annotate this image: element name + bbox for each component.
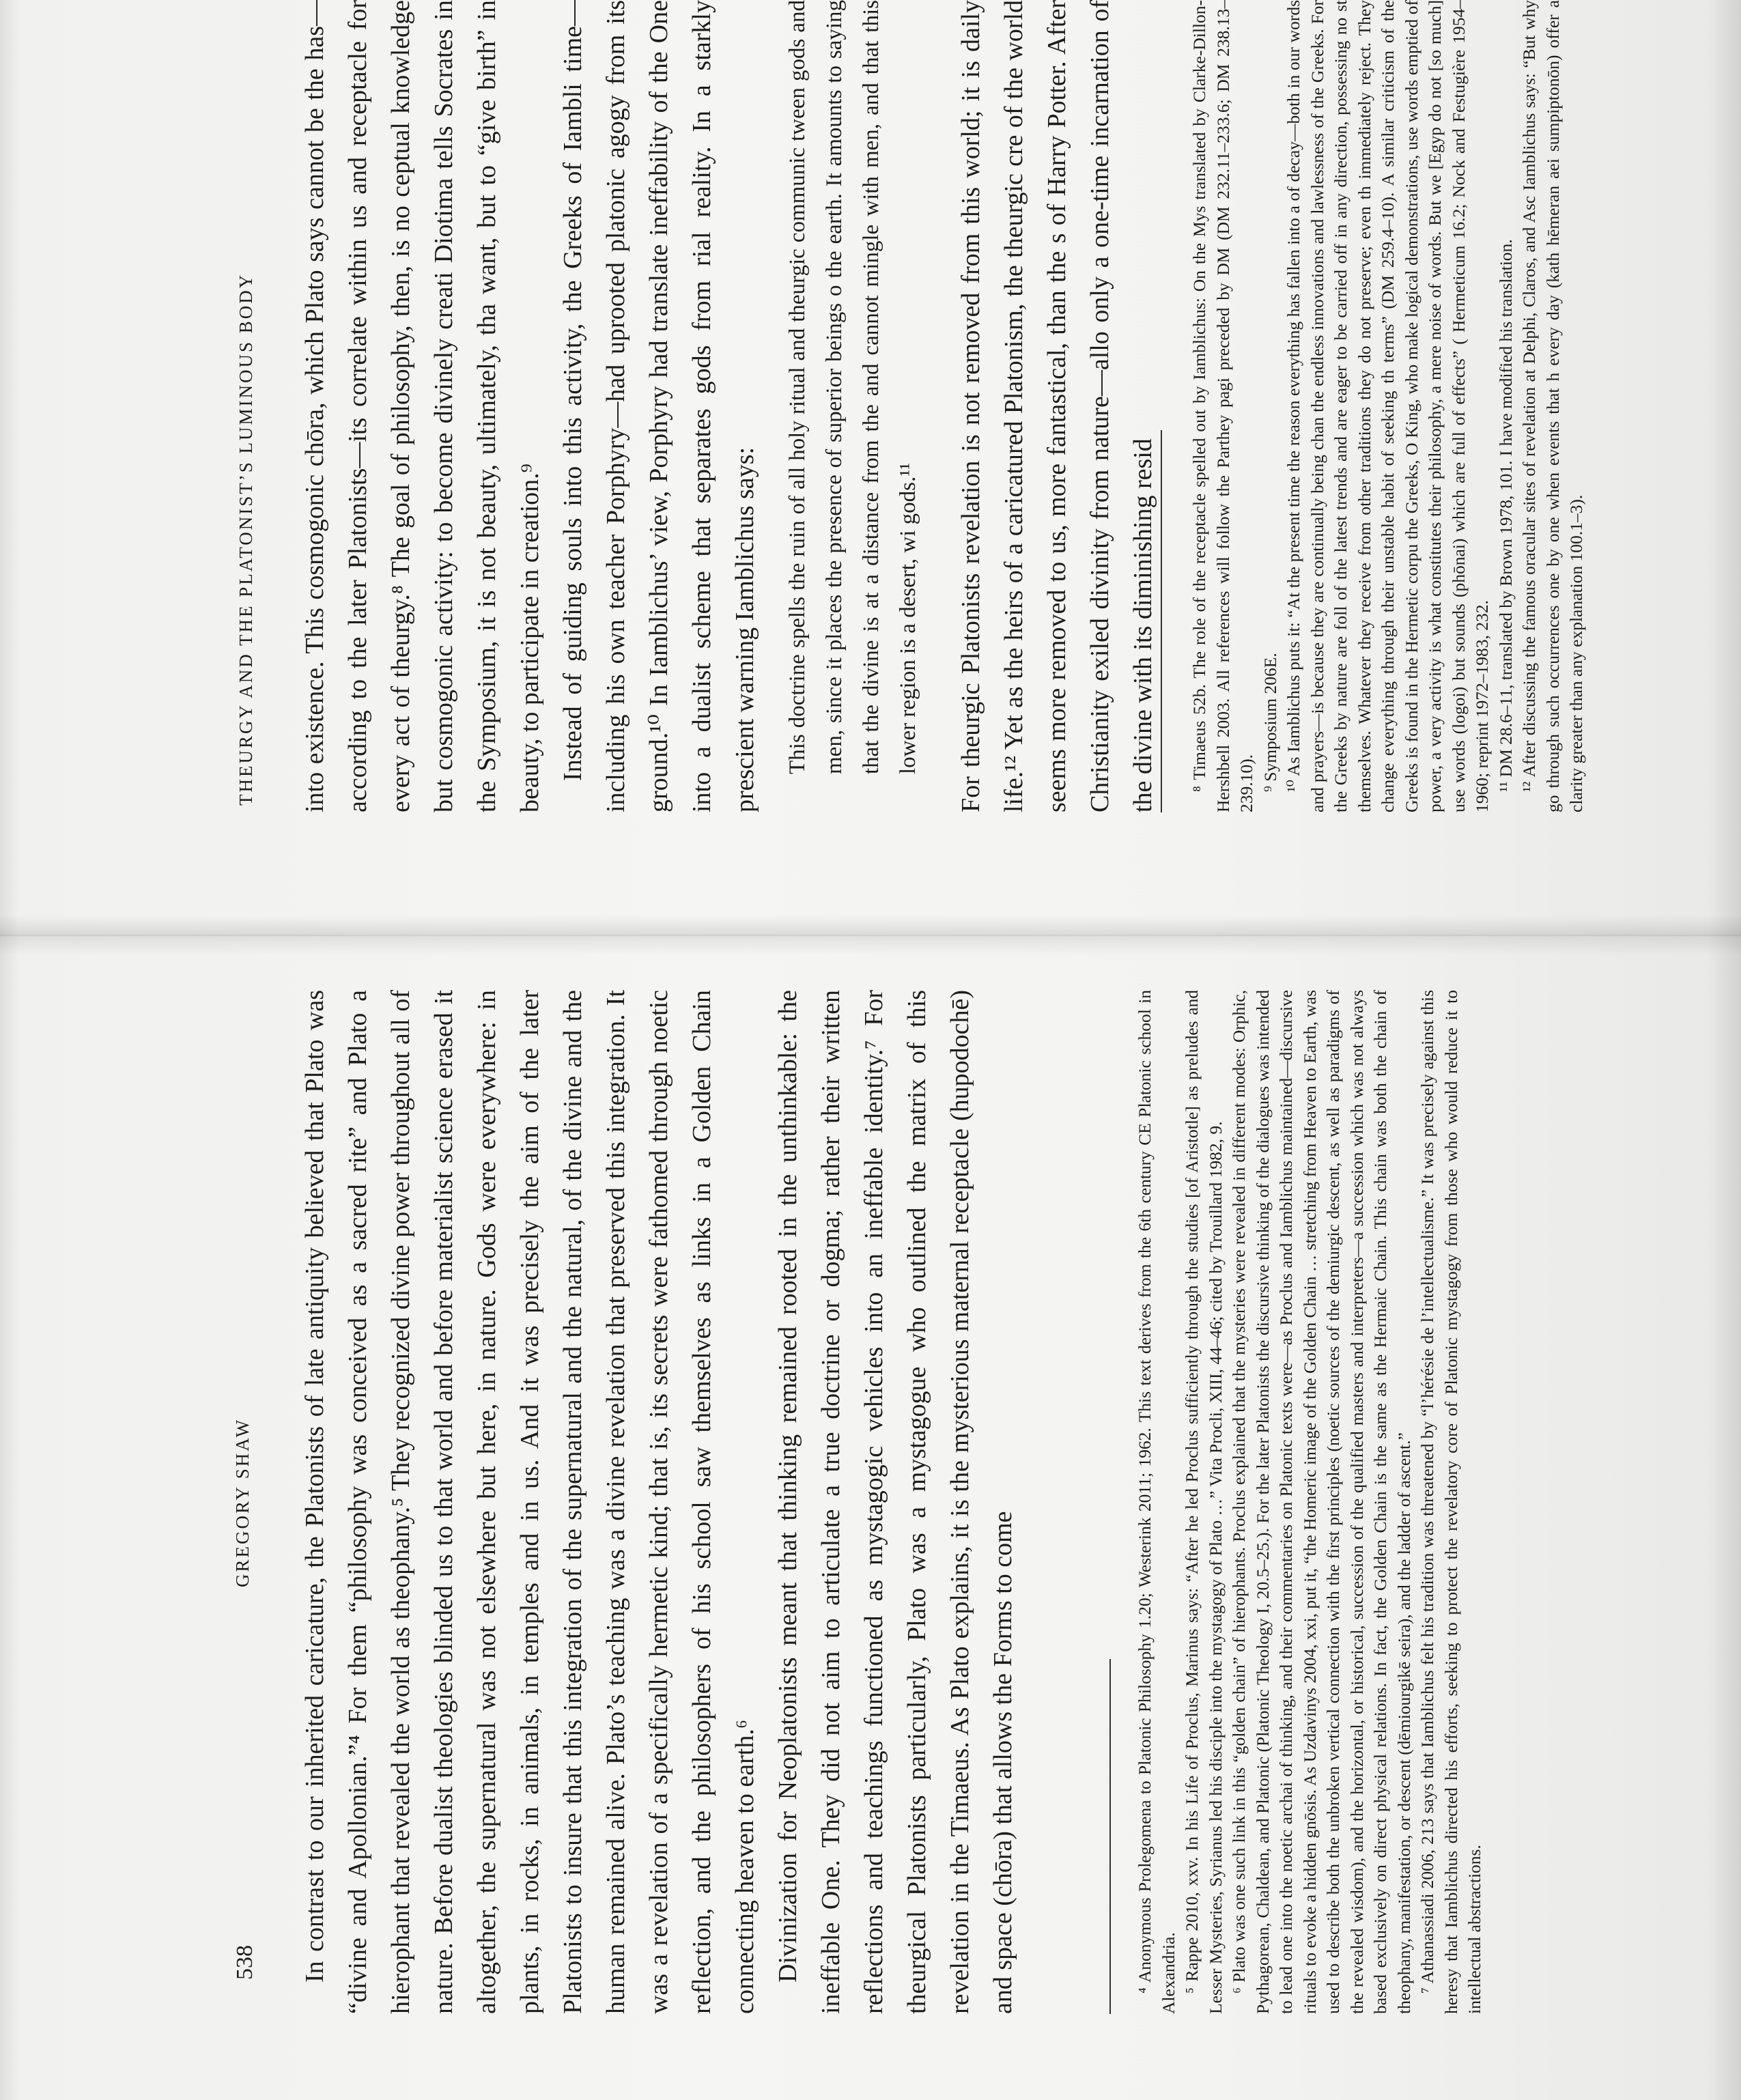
footnote-5: ⁵ Rappe 2010, xxv. In his Life of Proclus, Marinus says: “After he led Proclus sufficiently through the studies [of Aristotle] as preludes and Lesser Mysteries, Syrianus led his disciple into the mystagogy of Plato …” Vita Procli, XIII, 44–46; cited by Trouillard 1982, 9. <box>1182 990 1226 2014</box>
right-paragraph-2: Instead of guiding souls into this activity, the Greeks of Iambli time—including his own teacher Porphyry—had uprooted platonic agogy from its ground.¹⁰ In Iamblichus’ view, Porphyry had translate ineffability of the One into a dualist scheme that separates gods from rial reality. In a starkly prescient warning Iamblichus says: <box>558 0 759 812</box>
right-paragraph-1: into existence. This cosmogonic chōra, which Plato says cannot be the has—according to the later Platonists—its correlate within us and receptacle for every act of theurgy.⁸ The goal of philosophy, then, is no ceptual knowledge but cosmogonic activity: to become divinely creati Diotima tells Socrates in the Symposium, it is not beauty, ultimately, tha want, but to “give birth” in beauty, to participate in creation.⁹ <box>300 0 544 812</box>
left-edge-shadow <box>0 0 20 2100</box>
footnote-12: ¹² After discussing the famous oracular sites of revelation at Delphi, Claros, and Asc Iamblichus says: “But why go through such occurrences one by one when events that h every day (kath hēmeran aei sumpiptonōn) offer a clarity greater than any explanation 100.1–3). <box>1519 0 1586 812</box>
footnote-10: ¹⁰ As Iamblichus puts it: “At the present time the reason everything has fallen into a of decay—both in our words and prayers—is because they are continually being chan the endless innovations and lawlessness of the Greeks. For the Greeks by nature are foll of the latest trends and are eager to be carried off in any direction, possessing no st themselves. Whatever they receive from other traditions they do not preserve; even th immediately reject. They change everything through their unstable habit of seeking th terms” (DM 259.4–10). A similar criticism of the Greeks is found in the Hermetic corpu the Greeks, O King, who make logical demonstrations, use words emptied of power, a very activity is what constitutes their philosophy, a mere noise of words. But we [Egyp do not [so much] use words (logoi) but sounds (phōnai) which are full of effects” ( Hermeticum 16.2; Nock and Festugière 1954–1960; reprint 1972–1983, 232. <box>1284 0 1492 812</box>
book-gutter <box>0 915 1741 956</box>
running-head-title: THEURGY AND THE PLATONIST’S LUMINOUS BODY <box>236 272 256 806</box>
right-edge-shadow <box>1707 0 1741 2100</box>
right-page-body <box>294 0 1165 812</box>
footnote-4: ⁴ Anonymous Prolegomena to Platonic Philosophy 1.20; Westerink 2011; 1962. This text derives from the 6th century CE Platonic school in Alexandria. <box>1135 990 1178 2014</box>
right-footnote-rule <box>1161 430 1162 812</box>
footnote-11: ¹¹ DM 28.6–11, translated by Brown 1978, 101. I have modified his translation. <box>1495 239 1516 792</box>
left-page-body <box>294 990 1025 2014</box>
block-quotation: This doctrine spells the ruin of all holy ritual and theurgic communic tween gods and men, since it places the presence of superior beings o the earth. It amounts to saying that the divine is at a distance from the and cannot mingle with men, and that this lower region is a desert, wi gods.¹¹ <box>785 0 920 774</box>
footnote-9: ⁹ Symposium 206E. <box>1260 653 1280 792</box>
running-head-author: GREGORY SHAW <box>232 1417 253 1587</box>
right-paragraph-3: For theurgic Platonists revelation is not removed from this world; it is daily life.¹² Yet as the heirs of a caricatured Platonism, the theurgic cre of the world seems more removed to us, more fantastical, than the s of Harry Potter. After Christianity exiled divinity from nature—allo only a one-time incarnation of the divine with its diminishing resid <box>957 0 1157 812</box>
right-page-footnotes <box>1188 0 1589 812</box>
footnote-7: ⁷ Athanassiadi 2006, 213 says that Iamblichus felt his tradition was threatened by “l’hérésie de l’intellectualisme.” It was precisely against this heresy that Iamblichus directed his efforts, seeking to protect the revelatory core of Platonic mystagogy from those who would reduce it to intellectual abstractions. <box>1417 990 1484 2014</box>
left-paragraph-2: Divinization for Neoplatonists meant that thinking remained rooted in the unthinkable: the ineffable One. They did not aim to articulate a true doctrine or dogma; rather their written reflections and teachings functioned as mystagogic vehicles into an ineffable identity.⁷ For theurgical Platonists particularly, Plato was a mystagogue who outlined the matrix of this revelation in the Timaeus. As Plato explains, it is the mysterious maternal receptacle (hupodochē) and space (chōra) that allows the Forms to come <box>774 990 1017 2014</box>
left-page-footnotes <box>1133 990 1487 2014</box>
page-number: 538 <box>232 1945 257 1980</box>
left-paragraph-1: In contrast to our inherited caricature, the Platonists of late antiquity believed that Plato was “divine and Apollonian.”⁴ For them “philosophy was conceived as a sacred rite” and Plato a hierophant that revealed the world as theophany.⁵ They recognized divine power throughout all of nature. Before dualist theologies blinded us to that world and before materialist science erased it altogether, the supernatural was not elsewhere but here, in nature. Gods were everywhere: in plants, in rocks, in animals, in temples and in us. And it was precisely the aim of the later Platonists to insure that this integration of the supernatural and the natural, of the divine and the human remained alive. Plato’s teaching was a divine revelation that preserved this integration. It was a revelation of a specifically hermetic kind; that is, its secrets were fathomed through noetic reflection, and the philosophers of his school saw themselves as links in a Golden Chain connecting heaven to earth.⁶ <box>300 990 759 2014</box>
footnote-6: ⁶ Plato was one such link in this “golden chain” of hierophants. Proclus explained that the mysteries were revealed in different modes: Orphic, Pythagorean, Chaldean, and Platonic (Platonic Theology I, 20.5–25.). For the later Platonists the discursive thinking of the dialogues was intended to lead one into the noetic archai of thinking, and their commentaries on Platonic texts were—as Proclus and Iamblichus maintained—discursive rituals to evoke a hidden gnōsis. As Uzdavinys 2004, xxi, put it, “the Homeric image of the Golden Chain … stretching from Heaven to Earth, was used to describe both the unbroken vertical connection with the first principles (noetic sources of the demiurgic descent, as well as paradigms of the revealed wisdom), and the horizontal, or historical, succession of the qualified masters and interpreters—a succession which was not always based exclusively on direct physical relations. In fact, the Golden Chain is the same as the Hermaic Chain. This chain was both the chain of theophany, manifestation, or descent (dēmiourgikē seira), and the ladder of ascent.” <box>1229 990 1414 2014</box>
footnote-8: ⁸ Timaeus 52b. The role of the receptacle spelled out by Iamblichus: On the Mys translated by Clarke-Dillon-Hershbell 2003. All references will follow the Parthey pagi preceded by DM (DM 232.11–233.6; DM 238.13–239.10). <box>1189 0 1256 812</box>
left-footnote-rule <box>1109 1659 1111 2014</box>
